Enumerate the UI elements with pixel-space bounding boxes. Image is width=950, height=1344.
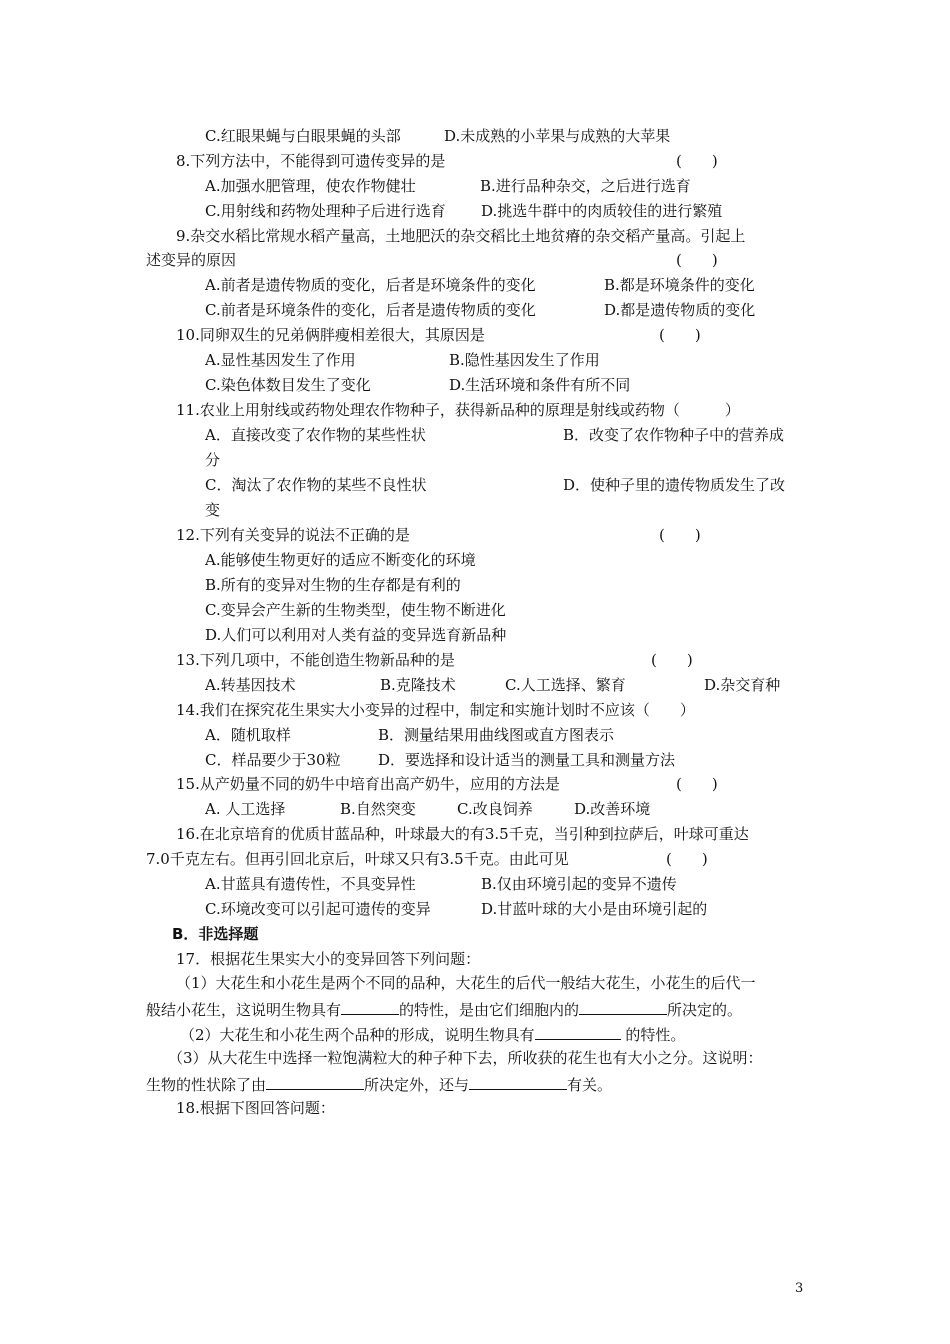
option-c: C.变异会产生新的生物类型，使生物不断进化 (205, 601, 506, 619)
text: 的特性，是由它们细胞内的 (399, 1001, 580, 1019)
answer-paren: ( ) (676, 251, 718, 269)
answer-paren: ( ) (666, 850, 708, 868)
option-d: D．使种子里的遗传物质发生了改 (563, 476, 786, 494)
text: 生物的性状除了由 (146, 1076, 267, 1094)
option-c: C.环境改变可以引起可遗传的变异 (205, 900, 431, 918)
option-c: C．样品要少于30粒 (205, 751, 341, 769)
option-a: A. 人工选择 (205, 800, 286, 818)
question-17-part-1: （1）大花生和小花生是两个不同的品种，大花生的后代一般结大花生，小花生的后代一 (176, 974, 756, 992)
question-13: 13.下列几项中，不能创造生物新品种的是 (176, 651, 455, 669)
answer-paren: ( ) (676, 775, 718, 793)
option-b-cont: 分 (205, 451, 221, 469)
option-c: C.人工选择、繁育 (505, 676, 626, 694)
text: 有关。 (567, 1076, 613, 1094)
answer-paren: ( ) (659, 526, 701, 544)
answer-paren: ( ) (659, 326, 701, 344)
text: （2）大花生和小花生两个品种的形成，说明生物具有 (180, 1026, 535, 1044)
question-16-cont: 7.0千克左右。但再引回北京后，叶球又只有3.5千克。由此可见 (146, 850, 569, 868)
answer-blank[interactable] (266, 1073, 364, 1090)
option-c: C.改良饲养 (457, 800, 533, 818)
question-17: 17．根据花生果实大小的变异回答下列问题： (176, 950, 481, 968)
question-9: 9.杂交水稻比常规水稻产量高，土地肥沃的杂交稻比土地贫瘠的杂交稻产量高。引起上 (176, 227, 746, 245)
option-a: A.前者是遗传物质的变化，后者是环境条件的变化 (205, 276, 536, 294)
question-18: 18.根据下图回答问题： (176, 1099, 335, 1117)
option-b: B.自然突变 (340, 800, 416, 818)
option-c: C．淘汰了农作物的某些不良性状 (205, 476, 427, 494)
question-17-part-3: （3）从大花生中选择一粒饱满粒大的种子种下去，所收获的花生也有大小之分。这说明： (168, 1049, 763, 1067)
text: 所决定的。 (667, 1001, 743, 1019)
option-b: B.所有的变异对生物的生存都是有利的 (205, 576, 461, 594)
question-12: 12.下列有关变异的说法不正确的是 (176, 526, 410, 544)
question-8: 8.下列方法中，不能得到可遗传变异的是 (176, 152, 446, 170)
text: 的特性。 (620, 1026, 686, 1044)
answer-blank[interactable] (341, 998, 399, 1015)
option-b: B.克隆技术 (380, 676, 456, 694)
option-b: B．改变了农作物种子中的营养成 (563, 426, 785, 444)
option-c: C.用射线和药物处理种子后进行选育 (205, 202, 446, 220)
option-b: B.隐性基因发生了作用 (449, 351, 600, 369)
question-17-part-2 (180, 1023, 685, 1045)
option-a: A.甘蓝具有遗传性，不具变异性 (205, 875, 416, 893)
option-d: D.都是遗传物质的变化 (604, 301, 756, 319)
option-a: A.能够使生物更好的适应不断变化的环境 (205, 551, 476, 569)
option-b: B.进行品种杂交，之后进行选育 (480, 177, 691, 195)
page-number: 3 (795, 1281, 804, 1296)
option-b: B．测量结果用曲线图或直方图表示 (378, 726, 615, 744)
option-d: D.挑选牛群中的肉质较佳的进行繁殖 (481, 202, 723, 220)
option-b: B.都是环境条件的变化 (604, 276, 755, 294)
option-c: C.红眼果蝇与白眼果蝇的头部 (205, 127, 401, 145)
option-d: D.人们可以利用对人类有益的变异选育新品种 (205, 626, 507, 644)
answer-blank[interactable] (535, 1023, 621, 1040)
question-16: 16.在北京培育的优质甘蓝品种，叶球最大的有3.5千克，当引种到拉萨后，叶球可重达 (176, 825, 749, 843)
option-c: C.前者是环境条件的变化，后者是遗传物质的变化 (205, 301, 536, 319)
option-a: A.显性基因发生了作用 (205, 351, 356, 369)
question-14: 14.我们在探究花生果实大小变异的过程中，制定和实施计划时不应该（ ） (176, 701, 695, 719)
answer-paren: ( ) (651, 651, 693, 669)
section-heading: B．非选择题 (172, 925, 259, 943)
option-d: D.未成熟的小苹果与成熟的大苹果 (444, 127, 671, 145)
option-a: A．直接改变了农作物的某些性状 (205, 426, 426, 444)
answer-blank[interactable] (579, 998, 667, 1015)
option-d: D.杂交育种 (704, 676, 781, 694)
text: 所决定外，还与 (364, 1076, 470, 1094)
question-17-part-1-cont (146, 998, 742, 1020)
question-11: 11.农业上用射线或药物处理农作物种子，获得新品种的原理是射线或药物（ ） (176, 401, 740, 419)
option-d: D.改善环境 (574, 800, 651, 818)
option-d: D.生活环境和条件有所不同 (449, 376, 631, 394)
question-10: 10.同卵双生的兄弟俩胖瘦相差很大，其原因是 (176, 326, 485, 344)
question-9-cont: 述变异的原因 (146, 251, 237, 269)
option-b: B.仅由环境引起的变异不遗传 (481, 875, 677, 893)
answer-paren: ( ) (676, 152, 718, 170)
option-a: A.加强水肥管理，使农作物健壮 (205, 177, 416, 195)
option-d: D.甘蓝叶球的大小是由环境引起的 (481, 900, 708, 918)
option-d: D．要选择和设计适当的测量工具和测量方法 (378, 751, 676, 769)
text: 般结小花生，这说明生物具有 (146, 1001, 342, 1019)
question-17-part-3-cont (146, 1073, 612, 1095)
question-15: 15.从产奶量不同的奶牛中培育出高产奶牛，应用的方法是 (176, 775, 560, 793)
option-c: C.染色体数目发生了变化 (205, 376, 371, 394)
option-d-cont: 变 (205, 501, 221, 519)
option-a: A.转基因技术 (205, 676, 296, 694)
answer-blank[interactable] (469, 1073, 567, 1090)
option-a: A．随机取样 (205, 726, 291, 744)
